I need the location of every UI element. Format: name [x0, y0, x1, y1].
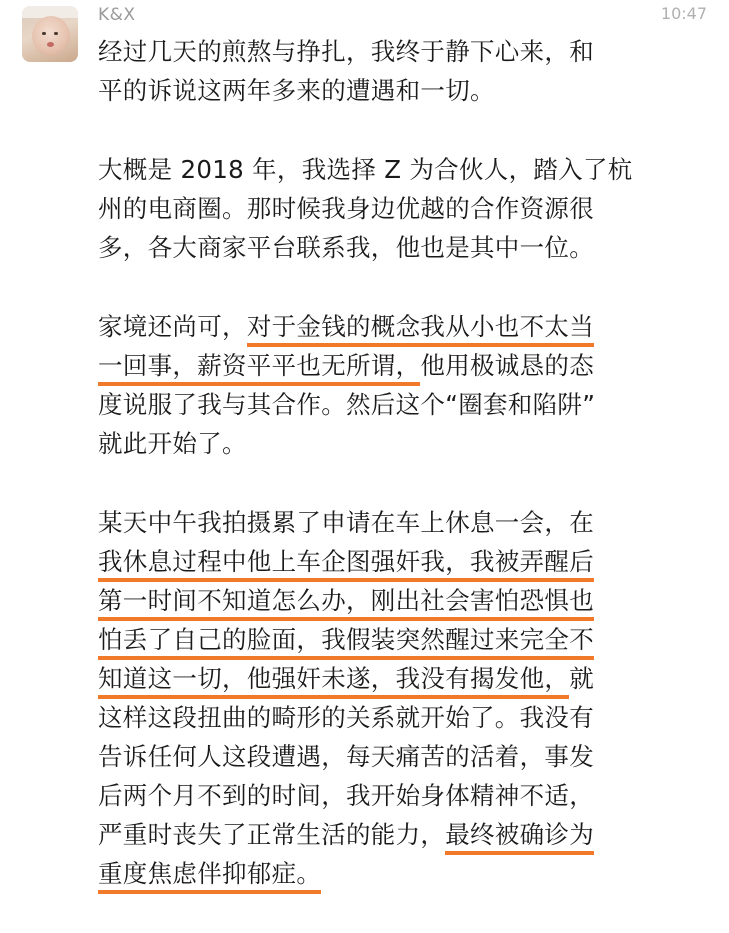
message-time: 10:47 [660, 4, 707, 23]
avatar-face [32, 16, 70, 56]
message-text: 就 [569, 664, 595, 693]
message-paragraph [98, 503, 703, 893]
message-line [98, 776, 703, 815]
message-line [98, 71, 703, 110]
message-paragraph [98, 307, 703, 463]
message-text: 告诉任何人这段遭遇，每天痛苦的活着，事发 [98, 742, 594, 771]
message-line [98, 659, 703, 698]
message-paragraph [98, 150, 703, 267]
avatar-mouth [47, 42, 54, 47]
message-line [98, 228, 703, 267]
message-line [98, 698, 703, 737]
sender-name: K&X [98, 5, 136, 25]
message-line [98, 150, 703, 189]
message-text: 度说服了我与其合作。然后这个“圈套和陷阱” [98, 390, 596, 419]
message-line [98, 307, 703, 346]
avatar[interactable] [22, 6, 78, 62]
message-line [98, 32, 703, 71]
message-text: 州的电商圈。那时候我身边优越的合作资源很 [98, 194, 594, 223]
message-line [98, 854, 703, 893]
message-bubble[interactable] [98, 32, 703, 933]
avatar-eye-right [54, 32, 58, 35]
message-line [98, 189, 703, 228]
message-line [98, 385, 703, 424]
message-line [98, 346, 703, 385]
message-line [98, 620, 703, 659]
highlighted-text: 重度焦虑伴抑郁症。 [98, 859, 321, 894]
highlighted-text: 最终被确诊为 [445, 820, 594, 855]
message-text: 经过几天的煎熬与挣扎，我终于静下心来，和 [98, 37, 594, 66]
message-text: 家境还尚可， [98, 312, 247, 341]
message-text: 平的诉说这两年多来的遭遇和一切。 [98, 76, 495, 105]
message-line [98, 737, 703, 776]
avatar-eye-left [42, 32, 46, 35]
message-line [98, 581, 703, 620]
highlighted-text: 知道这一切，他强奸未遂，我没有揭发他， [98, 664, 569, 699]
message-line [98, 542, 703, 581]
highlighted-text: 对于金钱的概念我从小也不太当 [247, 312, 594, 347]
highlighted-text: 怕丢了自己的脸面，我假装突然醒过来完全不 [98, 625, 594, 660]
message-line [98, 815, 703, 854]
highlighted-text: 一回事，薪资平平也无所谓， [98, 351, 420, 386]
message-paragraph [98, 32, 703, 110]
message-text: 严重时丧失了正常生活的能力， [98, 820, 446, 849]
message-text: 后两个月不到的时间，我开始身体精神不适， [98, 781, 594, 810]
message-text: 多，各大商家平台联系我，他也是其中一位。 [98, 233, 594, 262]
message-text: 某天中午我拍摄累了申请在车上休息一会，在 [98, 508, 594, 537]
message-text: 他用极诚恳的态 [420, 351, 595, 380]
highlighted-text: 第一时间不知道怎么办，刚出社会害怕恐惧也 [98, 586, 594, 621]
message-line [98, 503, 703, 542]
message-line [98, 424, 703, 463]
message-text: 这样这段扭曲的畸形的关系就开始了。我没有 [98, 703, 594, 732]
highlighted-text: 我休息过程中他上车企图强奸我，我被弄醒后 [98, 547, 594, 582]
message-text: 大概是 2018 年，我选择 Z 为合伙人，踏入了杭 [98, 155, 633, 184]
message-text: 就此开始了。 [98, 429, 247, 458]
